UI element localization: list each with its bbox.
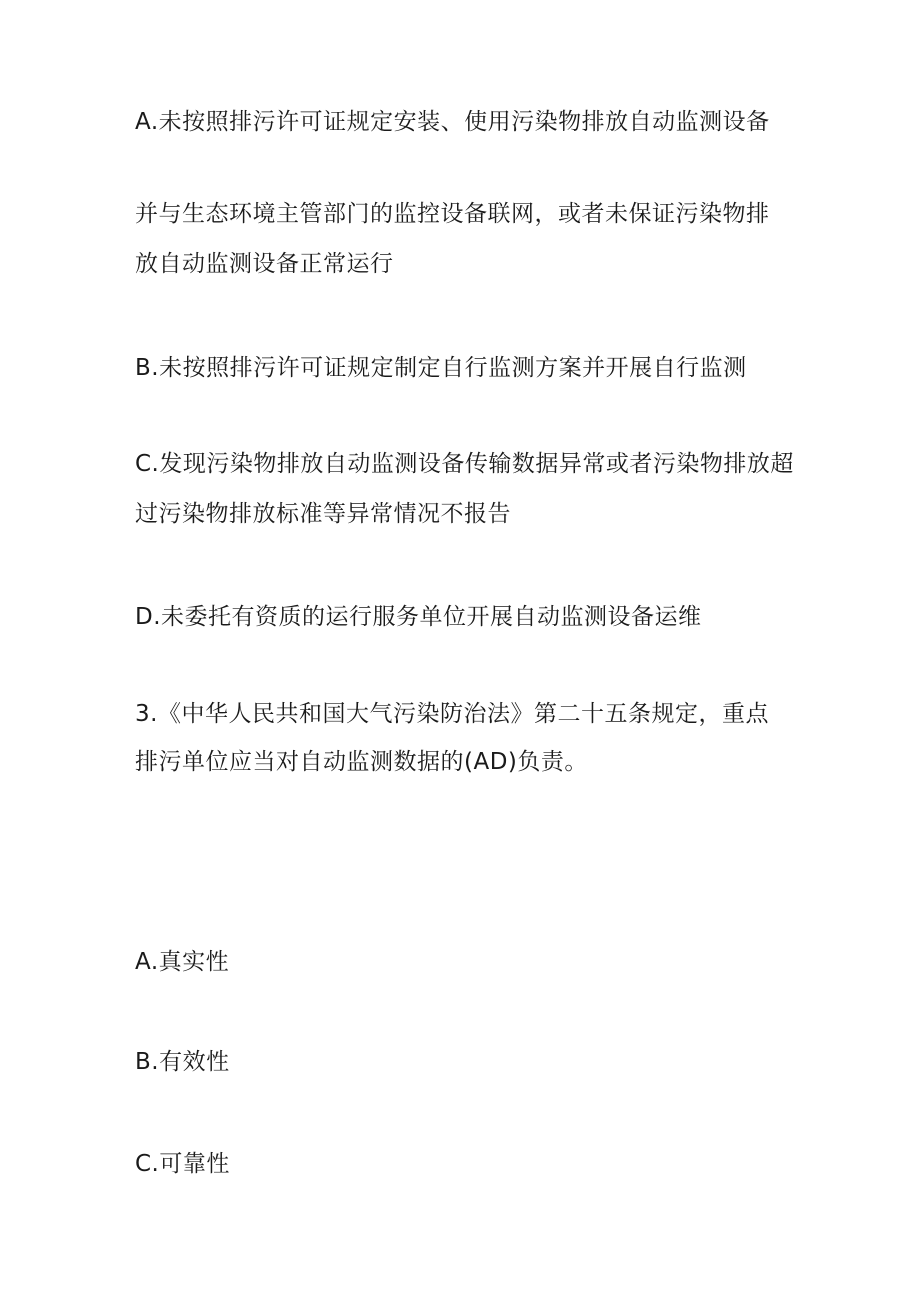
q3-question-line-1: 3.《中华人民共和国大气污染防治法》第二十五条规定，重点 xyxy=(135,701,769,727)
q3-option-a: A.真实性 xyxy=(135,949,230,975)
q3-question-line-2: 排污单位应当对自动监测数据的(AD)负责。 xyxy=(135,749,588,775)
q2-option-c-line-2: 过污染物排放标准等异常情况不报告 xyxy=(135,501,511,527)
q2-option-a-line-2: 并与生态环境主管部门的监控设备联网，或者未保证污染物排 xyxy=(135,201,770,227)
q3-option-b: B.有效性 xyxy=(135,1049,230,1075)
q2-option-a-line-1: A.未按照排污许可证规定安装、使用污染物排放自动监测设备 xyxy=(135,109,770,135)
q3-option-c: C.可靠性 xyxy=(135,1151,230,1177)
q2-option-a-line-3: 放自动监测设备正常运行 xyxy=(135,251,394,277)
q2-option-d: D.未委托有资质的运行服务单位开展自动监测设备运维 xyxy=(135,604,702,630)
q2-option-b: B.未按照排污许可证规定制定自行监测方案并开展自行监测 xyxy=(135,355,747,381)
q2-option-c-line-1: C.发现污染物排放自动监测设备传输数据异常或者污染物排放超 xyxy=(135,451,794,477)
